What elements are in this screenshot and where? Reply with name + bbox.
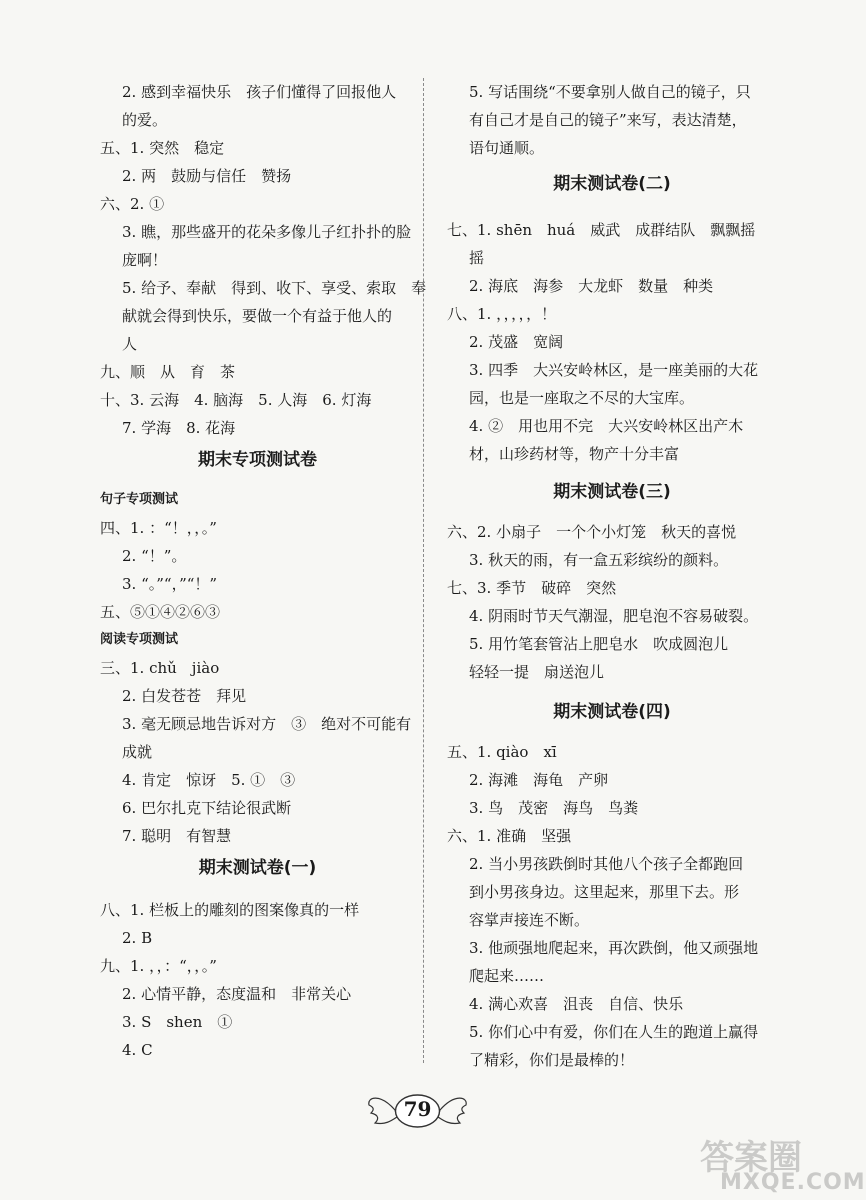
answer-line: 6. 巴尔扎克下结论很武断 <box>122 799 292 817</box>
section-heading: 期末测试卷(一) <box>198 858 317 878</box>
answer-line: 5. 写话围绕“不要拿别人做自己的镜子，只 <box>469 83 751 101</box>
answer-line: 2. 两 鼓励与信任 赞扬 <box>122 167 292 185</box>
answer-line: 5. 给予、奉献 得到、收下、享受、索取 奉 <box>122 279 427 297</box>
answer-line: 3. 毫无顾忌地告诉对方 ③ 绝对不可能有 <box>122 715 412 733</box>
answer-line: 九、顺 从 育 茶 <box>100 363 236 381</box>
answer-line: 3. 四季 大兴安岭林区，是一座美丽的大花 <box>469 361 759 379</box>
answer-line: 材，山珍药材等，物产十分丰富 <box>469 445 680 463</box>
answer-line: 八、1. 栏板上的雕刻的图案像真的一样 <box>100 901 360 919</box>
answer-line: 的爱。 <box>122 111 168 129</box>
subsection-label: 阅读专项测试 <box>100 632 179 647</box>
answer-line: 六、2. ① <box>100 195 165 213</box>
answer-line: 了精彩，你们是最棒的！ <box>469 1051 635 1069</box>
answer-line: 4. 阴雨时节天气潮湿，肥皂泡不容易破裂。 <box>469 607 759 625</box>
answer-line: 五、⑤①④②⑥③ <box>100 603 221 621</box>
answer-line: 爬起来…… <box>469 967 545 985</box>
answer-line: 7. 聪明 有智慧 <box>122 827 232 845</box>
answer-line: 4. 满心欢喜 沮丧 自信、快乐 <box>469 995 684 1013</box>
answer-line: 2. 感到幸福快乐 孩子们懂得了回报他人 <box>122 83 397 101</box>
answer-line: 2. 海滩 海龟 产卵 <box>469 771 609 789</box>
answer-line: 七、3. 季节 破碎 突然 <box>447 579 617 597</box>
subsection-label: 句子专项测试 <box>100 492 179 507</box>
answer-line: 3. 鸟 茂密 海鸟 鸟粪 <box>469 799 639 817</box>
answer-line: 2. 当小男孩跌倒时其他八个孩子全都跑回 <box>469 855 744 873</box>
page-number: 79 <box>403 1097 432 1121</box>
answer-line: 人 <box>122 335 138 353</box>
answer-line: 献就会得到快乐，要做一个有益于他人的 <box>122 307 393 325</box>
answer-line: 五、1. 突然 稳定 <box>100 139 225 157</box>
watermark-top-text: 答案圈 <box>700 1138 802 1178</box>
answer-line: 3. 秋天的雨，有一盒五彩缤纷的颜料。 <box>469 551 729 569</box>
answer-line: 2. “！”。 <box>122 547 187 565</box>
answer-line: 3. S shen ① <box>122 1013 233 1031</box>
answer-line: 4. ② 用也用不完 大兴安岭林区出产木 <box>469 417 744 435</box>
answer-line: 园，也是一座取之不尽的大宝库。 <box>469 389 695 407</box>
section-heading: 期末测试卷(四) <box>553 702 671 722</box>
answer-line: 2. B <box>122 929 153 947</box>
answer-line: 3. 他顽强地爬起来，再次跌倒，他又顽强地 <box>469 939 759 957</box>
answer-line: 轻轻一提 扇送泡儿 <box>469 663 605 681</box>
section-heading: 期末专项测试卷 <box>198 450 317 470</box>
answer-line: 六、2. 小扇子 一个个小灯笼 秋天的喜悦 <box>447 523 737 541</box>
answer-line: 2. 白发苍苍 拜见 <box>122 687 247 705</box>
answer-line: 2. 海底 海参 大龙虾 数量 种类 <box>469 277 714 295</box>
answer-line: 5. 用竹笔套管沾上肥皂水 吹成圆泡儿 <box>469 635 729 653</box>
answer-line: 庞啊！ <box>122 251 168 269</box>
answer-line: 十、3. 云海 4. 脑海 5. 人海 6. 灯海 <box>100 391 372 409</box>
answer-line: 4. C <box>122 1041 153 1059</box>
answer-line: 四、1. ：“！，，。” <box>100 519 217 537</box>
answer-line: 2. 茂盛 宽阔 <box>469 333 564 351</box>
answer-line: 5. 你们心中有爱，你们在人生的跑道上赢得 <box>469 1023 759 1041</box>
answer-line: 三、1. chǔ jiào <box>100 659 220 677</box>
answer-line: 3. “。”“，”“！” <box>122 575 218 593</box>
section-heading: 期末测试卷(二) <box>553 174 671 194</box>
answer-line: 五、1. qiào xī <box>447 743 557 761</box>
column-divider <box>423 78 425 1063</box>
page-number-badge <box>365 1085 470 1135</box>
answer-line: 成就 <box>122 743 153 761</box>
answer-line: 7. 学海 8. 花海 <box>122 419 236 437</box>
answer-line: 九、1. ，，：“，，。” <box>100 957 217 975</box>
watermark-logo <box>700 1130 866 1195</box>
answer-line: 六、1. 准确 坚强 <box>447 827 572 845</box>
answer-line: 摇 <box>469 249 485 267</box>
section-heading: 期末测试卷(三) <box>553 482 671 502</box>
answer-line: 七、1. shēn huá 威武 成群结队 飘飘摇 <box>447 221 756 239</box>
answer-line: 4. 肯定 惊讶 5. ① ③ <box>122 771 296 789</box>
answer-line: 到小男孩身边。这里起来，那里下去。形 <box>469 883 740 901</box>
watermark-url-text: MXQE.COM <box>720 1170 866 1195</box>
answer-line: 有自己才是自己的镜子”来写，表达清楚， <box>469 111 747 129</box>
answer-line: 语句通顺。 <box>469 139 545 157</box>
answer-line: 容掌声接连不断。 <box>469 911 590 929</box>
answer-line: 3. 瞧，那些盛开的花朵多像儿子红扑扑的脸 <box>122 223 412 241</box>
answer-line: 2. 心情平静，态度温和 非常关心 <box>122 985 352 1003</box>
answer-line: 八、1. ，，，，，！ <box>447 305 557 323</box>
